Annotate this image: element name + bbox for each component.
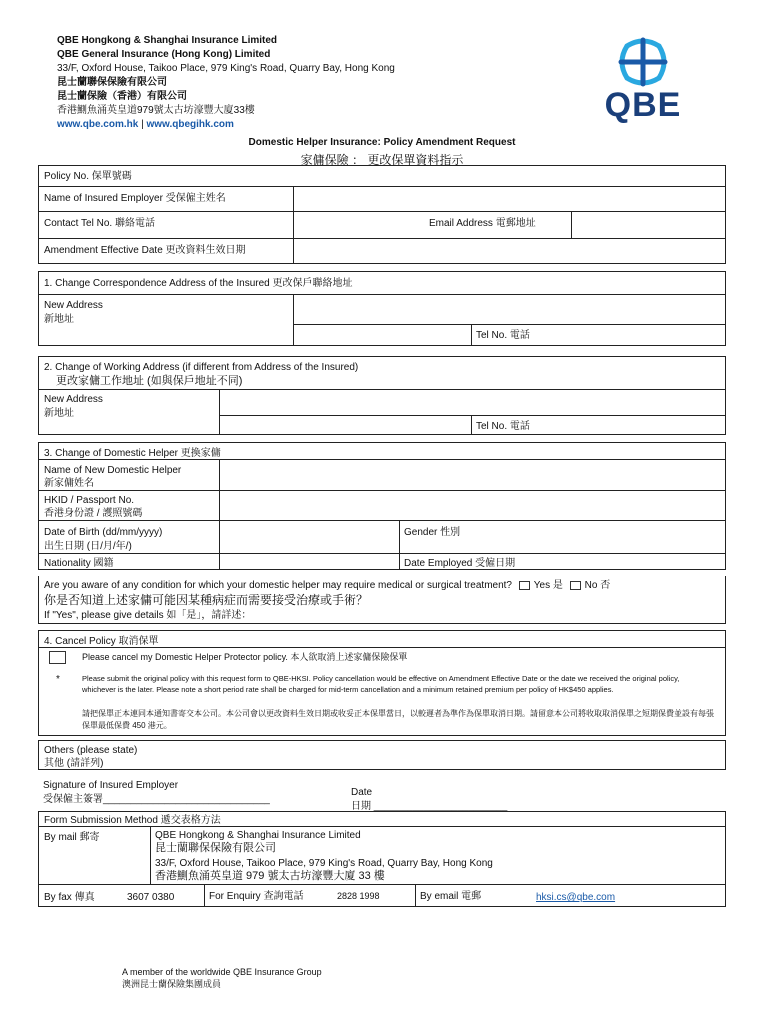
section-2-table (38, 356, 726, 435)
footer-line-zh: 澳洲昆士蘭保險集團成員 (122, 979, 222, 989)
email-field[interactable] (572, 212, 725, 238)
date-employed-label: Date Employed 受僱日期 (404, 558, 516, 569)
hkid-en: HKID / Passport No. (44, 495, 135, 506)
yes-checkbox[interactable] (519, 581, 530, 590)
contact-tel-field[interactable] (294, 212, 424, 238)
email-label: Email Address 電郵地址 (429, 218, 536, 229)
mail-line-2: 昆士蘭聯保保險有限公司 (155, 842, 276, 854)
mail-line-4: 香港鰂魚涌英皇道 979 號太古坊濠豐大廈 33 樓 (155, 870, 385, 882)
qbe-star-icon (598, 34, 688, 90)
policy-no-field[interactable] (293, 166, 725, 186)
cancel-note-zh: 請把保單正本連同本通知書寄交本公司。本公司會以更改資料生效日期或收妥正本保單當日，以較遲者為準作為保單取消日期。請留意本公司將收取取消保單之短期保費並設有每張保單最低保費 450 港元。 (82, 709, 714, 730)
mail-line-1: QBE Hongkong & Shanghai Insurance Limited (155, 830, 361, 841)
condition-question-en: Are you aware of any condition for which your domestic helper may require medical or surgical treatment? (44, 580, 512, 591)
qbe-logo (598, 34, 688, 124)
hkid-field[interactable] (220, 491, 725, 520)
enquiry-number: 2828 1998 (337, 891, 380, 901)
section-1-heading: 1. Change Correspondence Address of the Insured 更改保戶聯絡地址 (44, 278, 353, 289)
date-label-en: Date (351, 787, 373, 798)
submission-table (38, 811, 726, 907)
effective-date-label: Amendment Effective Date 更改資料生效日期 (44, 245, 246, 256)
section-4-heading: 4. Cancel Policy 取消保單 (44, 636, 159, 647)
s2-new-address-zh: 新地址 (44, 408, 74, 419)
condition-question-zh: 你是否知道上述家傭可能因某種病症而需要接受治療或手術？ (44, 593, 369, 607)
footer (122, 966, 322, 990)
section-3-table (38, 442, 726, 570)
section-1-table (38, 271, 726, 346)
footer-line-en: A member of the worldwide QBE Insurance Group (122, 967, 322, 977)
cancel-checkbox[interactable] (49, 651, 66, 664)
section-2-heading-zh: 更改家傭工作地址 (如與保戶地址不同) (56, 375, 243, 387)
no-label: No 否 (584, 580, 611, 591)
company-header (57, 34, 395, 132)
others-box (38, 740, 726, 770)
cancel-text: Please cancel my Domestic Helper Protector policy. 本人欲取消上述家傭保險保單 (82, 652, 408, 662)
by-mail-label: By mail 郵寄 (44, 832, 100, 843)
form-title-en: Domestic Helper Insurance: Policy Amendment Request (248, 137, 516, 148)
cancel-note-en: Please submit the original policy with this request form to QBE-HKSI. Policy cancellation would be effective on Amendment Effective Date or the date we received the original policy, whichever is the later. Please note a short period rate shall be charged for mid-term cancellation and a minimum retained premium per policy of HK$450 applies. (82, 674, 680, 694)
section-3-heading: 3. Change of Domestic Helper 更換家傭 (44, 448, 221, 459)
no-checkbox[interactable] (570, 581, 581, 590)
submission-heading: Form Submission Method 遞交表格方法 (44, 815, 221, 826)
note-marker: * (56, 674, 60, 685)
company-name-zh-2: 昆士蘭保險（香港）有限公司 (57, 91, 187, 102)
s1-address-field[interactable] (294, 295, 725, 324)
by-fax-label: By fax 傳真 (44, 892, 95, 903)
condition-block (38, 576, 726, 624)
hkid-zh: 香港身份證 / 護照號碼 (44, 508, 143, 519)
dob-en: Date of Birth (dd/mm/yyyy) (44, 527, 163, 538)
others-label-en: Others (please state) (44, 745, 138, 756)
others-label-zh: 其他 (請詳列) (44, 758, 104, 769)
helper-name-en: Name of New Domestic Helper (44, 465, 182, 476)
nationality-label: Nationality 國籍 (44, 558, 114, 569)
gender-label: Gender 性別 (404, 527, 461, 538)
company-name-zh-1: 昆士蘭聯保保險有限公司 (57, 77, 167, 88)
date-line[interactable]: 日期 ________________________ (351, 801, 508, 812)
company-address-en: 33/F, Oxford House, Taikoo Place, 979 King's Road, Quarry Bay, Hong Kong (57, 63, 395, 74)
company-name-en-2: QBE General Insurance (Hong Kong) Limited (57, 49, 271, 60)
dob-zh: 出生日期 (日/月/年/) (44, 541, 132, 552)
website-link-2[interactable]: www.qbegihk.com (146, 119, 234, 130)
logo-wordmark: QBE (604, 86, 682, 124)
helper-name-zh: 新家傭姓名 (44, 478, 94, 489)
basic-info-table (38, 165, 726, 264)
effective-date-field[interactable] (294, 239, 725, 263)
s1-tel-label: Tel No. 電話 (476, 330, 530, 341)
s1-new-address-zh: 新地址 (44, 314, 74, 325)
policy-no-label: Policy No. 保單號碼 (44, 171, 132, 182)
s2-new-address-en: New Address (44, 394, 103, 405)
by-email-label: By email 電郵 (420, 891, 482, 902)
mail-line-3: 33/F, Oxford House, Taikoo Place, 979 King's Road, Quarry Bay, Hong Kong (155, 858, 493, 869)
section-2-heading: 2. Change of Working Address (if different from Address of the Insured) (44, 362, 359, 373)
website-separator: | (141, 119, 144, 130)
signature-block (38, 777, 726, 813)
company-address-zh: 香港鰂魚涌英皇道979號太古坊濠豐大廈33樓 (57, 105, 255, 116)
company-name-en-1: QBE Hongkong & Shanghai Insurance Limited (57, 35, 278, 46)
yes-label: Yes 是 (533, 580, 563, 591)
helper-name-field[interactable] (220, 460, 725, 490)
section-4-table (38, 630, 726, 736)
s1-new-address-en: New Address (44, 300, 103, 311)
insured-employer-field[interactable] (294, 187, 725, 211)
signature-label-en: Signature of Insured Employer (43, 780, 179, 791)
enquiry-label: For Enquiry 查詢電話 (209, 891, 304, 902)
condition-details-label: If "Yes", please give details 如「是」，請詳述： (44, 610, 252, 621)
fax-number: 3607 0380 (127, 892, 175, 903)
signature-line[interactable]: 受保僱主簽署______________________________ (43, 794, 270, 805)
form-title-zh: 家傭保險 ： 更改保單資料指示 (300, 153, 464, 167)
s2-tel-label: Tel No. 電話 (476, 421, 530, 432)
email-link[interactable]: hksi.cs@qbe.com (536, 892, 616, 903)
website-link-1[interactable]: www.qbe.com.hk (57, 119, 139, 130)
contact-tel-label: Contact Tel No. 聯絡電話 (44, 218, 155, 229)
s2-address-field[interactable] (220, 390, 725, 415)
insured-employer-label: Name of Insured Employer 受保僱主姓名 (44, 193, 226, 204)
